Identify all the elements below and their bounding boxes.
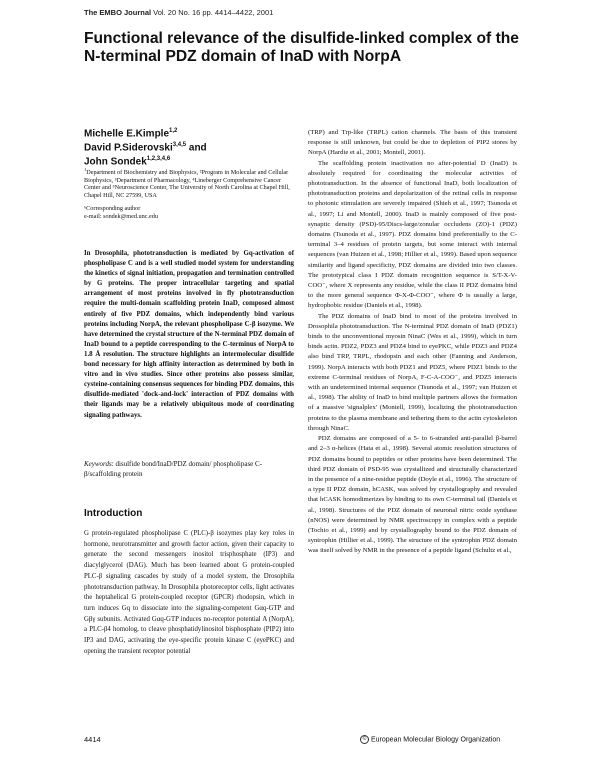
copyright-icon: © [360, 735, 369, 744]
section-heading-introduction: Introduction [84, 508, 143, 519]
affiliations [84, 166, 294, 221]
publisher-footer [360, 735, 500, 744]
body-paragraph: The PDZ domains of InaD bind to most of the proteins involved in Drosophila phototransduction. The N-terminal PDZ domain of InaD (PDZ1) binds to the unconventional myosin NinaC (Wes et al., 1999), which in turn binds actin. PDZ2, PDZ3 and PDZ4 bind to eyePKC, while PDZ3 and PDZ4 also bind TRP, TRPL, rhodopsin and each other (Fanning and Anderson, 1999). NorpA interacts with both PDZ1 and PDZ5, where PDZ1 binds to the extreme C-terminal residues of NorpA, F-C-A-COO⁻, and PDZ5 interacts with an undetermined internal sequence (Tsunoda et al., 1997; van Huizen et al., 1998). The ability of InaD to bind multiple partners allows the formation of a massive 'signalplex' (Montell, 1999), localizing the phototransduction proteins to the plasma membrane and tethering them to the actin cytoskeleton through NinaC. [308, 312, 517, 432]
author-list [84, 126, 294, 167]
journal-citation: Vol. 20 No. 16 pp. 4414–4422, 2001 [151, 8, 274, 17]
abstract: In Drosophila, phototransduction is mediated by Gq-activation of phospholipase C and is a well studied model system for understanding the kinetics of signal initiation, propagation and termination controlled by G proteins. The proper intracellular targeting and spatial arrangement of most proteins involved in fly phototransduction require the multi-domain scaffolding protein InaD, composed almost entirely of five PDZ domains, which independently bind various proteins including NorpA, the relevant phospholipase C-β isozyme. We have determined the crystal structure of the N-terminal PDZ domain of InaD bound to a peptide corresponding to the C-terminus of NorpA to 1.8 Å resolution. The structure highlights an intermolecular disulfide bond necessary for high affinity interaction as determined by both in vitro and in vivo studies. Since other proteins also possess similar, cysteine-containing consensus sequences for binding PDZ domains, this disulfide-mediated 'dock-and-lock' interaction of PDZ domains with their ligands may be a relatively ubiquitous mode of coordinating signaling pathways. [84, 250, 294, 419]
right-column [308, 128, 517, 557]
publisher-name: European Molecular Biology Organization [371, 736, 501, 744]
author-name: Michelle E.Kimple [84, 128, 170, 140]
body-paragraph: The scaffolding protein inactivation no after-potential D (InaD) is absolutely required for coordinating the molecular activities of phototransduction. In the absence of functional InaD, both localization of phototransduction proteins and depolarization of the retinal cells in response to photonic stimulation are severely impaired (Shieh et al., 1997; Tsunoda et al., 1997; Li and Montell, 2000). InaD is mainly composed of five post-synaptic density (PSD)-95/Discs-large/zonular occludens (ZO)-1 (PDZ) domains (Tsunoda et al., 1997). PDZ domains bind preferentially to the C-terminal 3–4 residues of protein targets, but some interact with internal sequences (van Huizen et al., 1998; Hillier et al., 1999). Based upon sequence similarity and ligand specificity, PDZ domains are divided into two classes. The prototypical class I PDZ domain recognition sequence is S/T-X-V-COO⁻, where X represents any residue, while the class II PDZ domains bind to the more general sequence Φ-X-Φ-COO⁻, where Φ is usually a large, hydrophobic residue (Daniels et al., 1998). [308, 159, 517, 310]
journal-header [84, 8, 273, 17]
body-paragraph: PDZ domains are composed of a 5- to 6-stranded anti-parallel β-barrel and 2–3 α-helices (Hata et al., 1998). Several atomic resolution structures of PDZ domains bound to peptides or other proteins have been determined. The third PDZ domain of PSD-95 was crystallized and structurally characterized in the presence of a nine-residue peptide (Doyle et al., 1996). The structure of a type II PDZ domain, hCASK, was solved by crystallography and revealed that hCASK homodimerizes by binding to its own C-terminal tail (Daniels et al., 1998). Structures of the PDZ domain of neuronal nitric oxide synthase (nNOS) were determined by NMR spectroscopy in complex with a peptide (Tochio et al., 1999) and by crystallography bound to the PDZ domain of syntrophin (Hillier et al., 1999). The structure of the syntrophin PDZ domain was itself solved by NMR in the presence of a peptide ligand (Schultz et al., [308, 435, 517, 555]
keywords-label: Keywords [84, 460, 112, 468]
corresponding-email[interactable]: e-mail: sondek@med.unc.edu [84, 213, 158, 221]
introduction-paragraph: G protein-regulated phospholipase C (PLC)-β isozymes play key roles in hormone, neurotransmitter and growth factor action, given their capacity to generate the second messengers inositol trisphosphate (IP3) and diacylglycerol (DAG). Much has been learned about G protein-coupled PLC-β signaling cascades by study of a model system, the Drosophila phototransduction pathway. In Drosophila photoreceptor cells, light activates the heptahelical G protein-coupled receptor (GPCR) rhodopsin, which in turn induces Gq to dissociate into the signaling-competent Gαq-GTP and Gβγ subunits. Activated Gαq-GTP induces no-receptor potential A (NorpA), a PLC-β4 homolog, to cleave phosphatidylinositol bisphosphate (PIP2) into IP3 and DAG, activating the eye-specific protein kinase C (eyePKC) and opening the transient receptor potential [84, 530, 294, 655]
page-number: 4414 [84, 735, 101, 744]
corresponding-author: ⁶Corresponding author [84, 205, 141, 213]
keywords [84, 459, 294, 479]
body-paragraph: (TRP) and Trp-like (TRPL) cation channels. The basis of this transient response is still unknown, but could be due to depletion of PIP2 stores by NorpA (Hardie et al., 2001; Montell, 2001). [308, 129, 517, 157]
article-title: Functional relevance of the disulfide-linked complex of the N-terminal PDZ domain of InaD with NorpA [84, 30, 519, 65]
author-affiliation-marks: 3,4,5 [172, 141, 187, 148]
journal-name: The EMBO Journal [84, 8, 152, 17]
author-name: John Sondek [84, 155, 147, 167]
author-conjunction: and [186, 142, 207, 154]
affiliation-mark: 1 [84, 167, 87, 172]
author-affiliation-marks: 1,2,3,4,6 [146, 155, 171, 162]
author-name: David P.Siderovski [84, 142, 173, 154]
affiliation-text: Department of Biochemistry and Biophysics, ²Program in Molecular and Cellular Biophysics, ³Department of Pharmacology, ⁴Lineberger Comprehensive Cancer Center and ⁵Neuroscience Center, The University of North Carolina at Chapel Hill, Chapel Hill, NC 27599, USA [84, 169, 290, 199]
author-affiliation-marks: 1,2 [169, 128, 178, 134]
keywords-text: : disulfide bond/InaD/PDZ domain/ phospholipase C-β/scaffolding protein [84, 460, 263, 478]
